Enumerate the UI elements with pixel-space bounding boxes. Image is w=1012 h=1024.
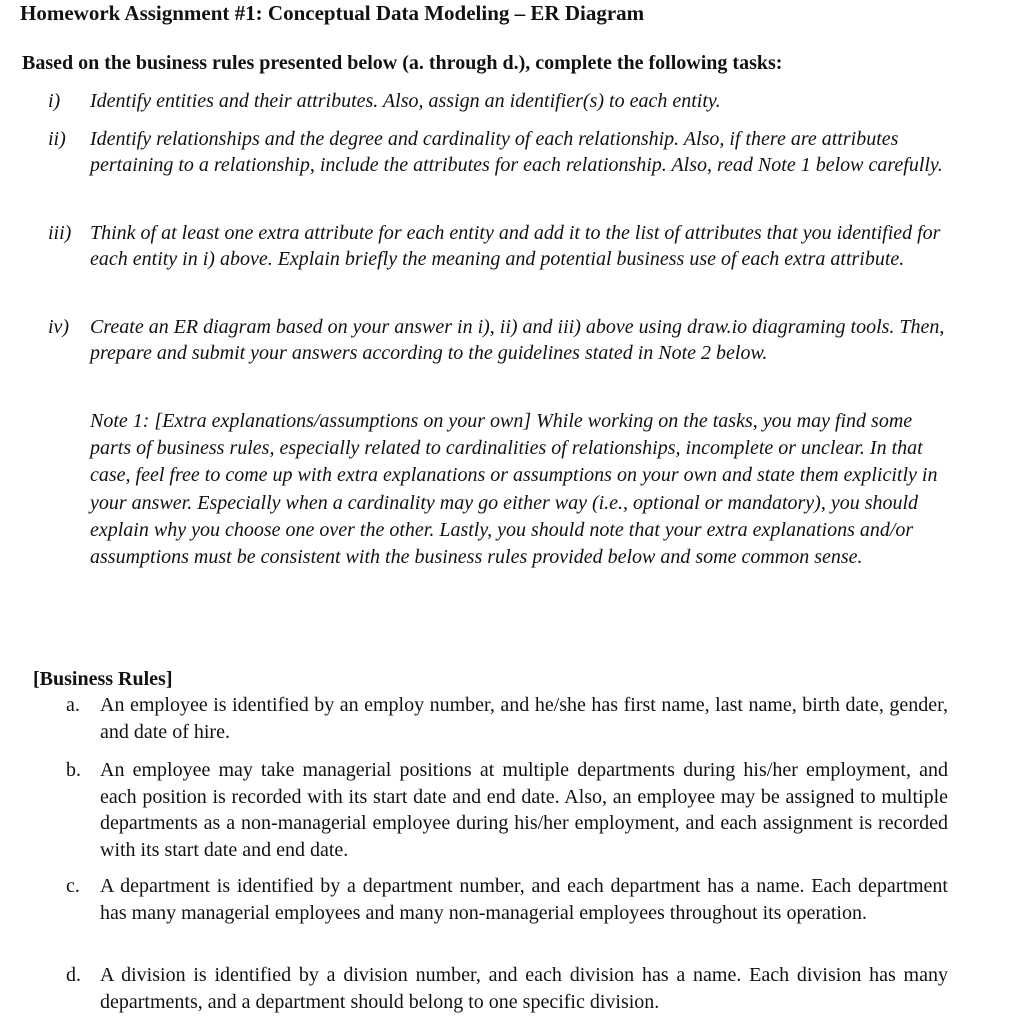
task-number: iv) xyxy=(48,316,70,338)
task-item xyxy=(30,88,960,114)
task-number: i) xyxy=(48,90,61,112)
task-number: iii) xyxy=(48,222,72,244)
task-text: Create an ER diagram based on your answer in i), ii) and iii) above using draw.io diagraming tools. Then, prepare and submit your answers according to the guidelines stated in Note 2 below. xyxy=(90,316,945,364)
business-rule xyxy=(60,873,950,926)
task-text: Identify relationships and the degree and cardinality of each relationship. Also, if there are attributes pertaining to a relationship, include the attributes for each relationship. Also, read Note 1 below carefully. xyxy=(90,128,943,176)
task-text: Think of at least one extra attribute for each entity and add it to the list of attributes that you identified for each entity in i) above. Explain briefly the meaning and potential business use of each extra attribute. xyxy=(90,222,941,270)
task-instructions: Based on the business rules presented below (a. through d.), complete the following tasks: xyxy=(22,52,783,74)
rule-letter: d. xyxy=(66,964,81,986)
business-rule xyxy=(60,692,950,745)
rule-letter: b. xyxy=(66,759,81,781)
business-rule xyxy=(60,962,950,1015)
task-text: Identify entities and their attributes. Also, assign an identifier(s) to each entity. xyxy=(90,90,721,112)
rule-letter: c. xyxy=(66,875,80,897)
rule-text: A division is identified by a division number, and each division has a name. Each division has many departments, and a department should belong to one specific division. xyxy=(100,964,948,1013)
business-rules-heading: [Business Rules] xyxy=(33,668,173,690)
task-number: ii) xyxy=(48,128,66,150)
rule-letter: a. xyxy=(66,694,80,716)
task-item xyxy=(30,126,960,178)
rule-text: An employee may take managerial positions at multiple departments during his/her employment, and each position is recorded with its start date and end date. Also, an employee may be assigned to multiple departments as a non-managerial employee during his/her employment, and each assignment is recorded with its start date and end date. xyxy=(100,759,948,861)
document-title: Homework Assignment #1: Conceptual Data Modeling – ER Diagram xyxy=(20,1,645,25)
business-rule xyxy=(60,757,950,863)
task-item xyxy=(30,314,960,366)
rule-text: A department is identified by a department number, and each department has a name. Each department has many managerial employees and many non-managerial employees throughout its operation. xyxy=(100,875,948,924)
task-item xyxy=(30,220,960,272)
rule-text: An employee is identified by an employ number, and he/she has first name, last name, birth date, gender, and date of hire. xyxy=(100,694,948,743)
note-1: Note 1: [Extra explanations/assumptions on your own] While working on the tasks, you may find some parts of business rules, especially related to cardinalities of relationships, incomplete or unclear. In that case, feel free to come up with extra explanations or assumptions on your own and state them explicitly in your answer. Especially when a cardinality may go either way (i.e., optional or mandatory), you should explain why you choose one over the other. Lastly, you should note that your extra explanations and/or assumptions must be consistent with the business rules provided below and some common sense. xyxy=(90,410,938,569)
